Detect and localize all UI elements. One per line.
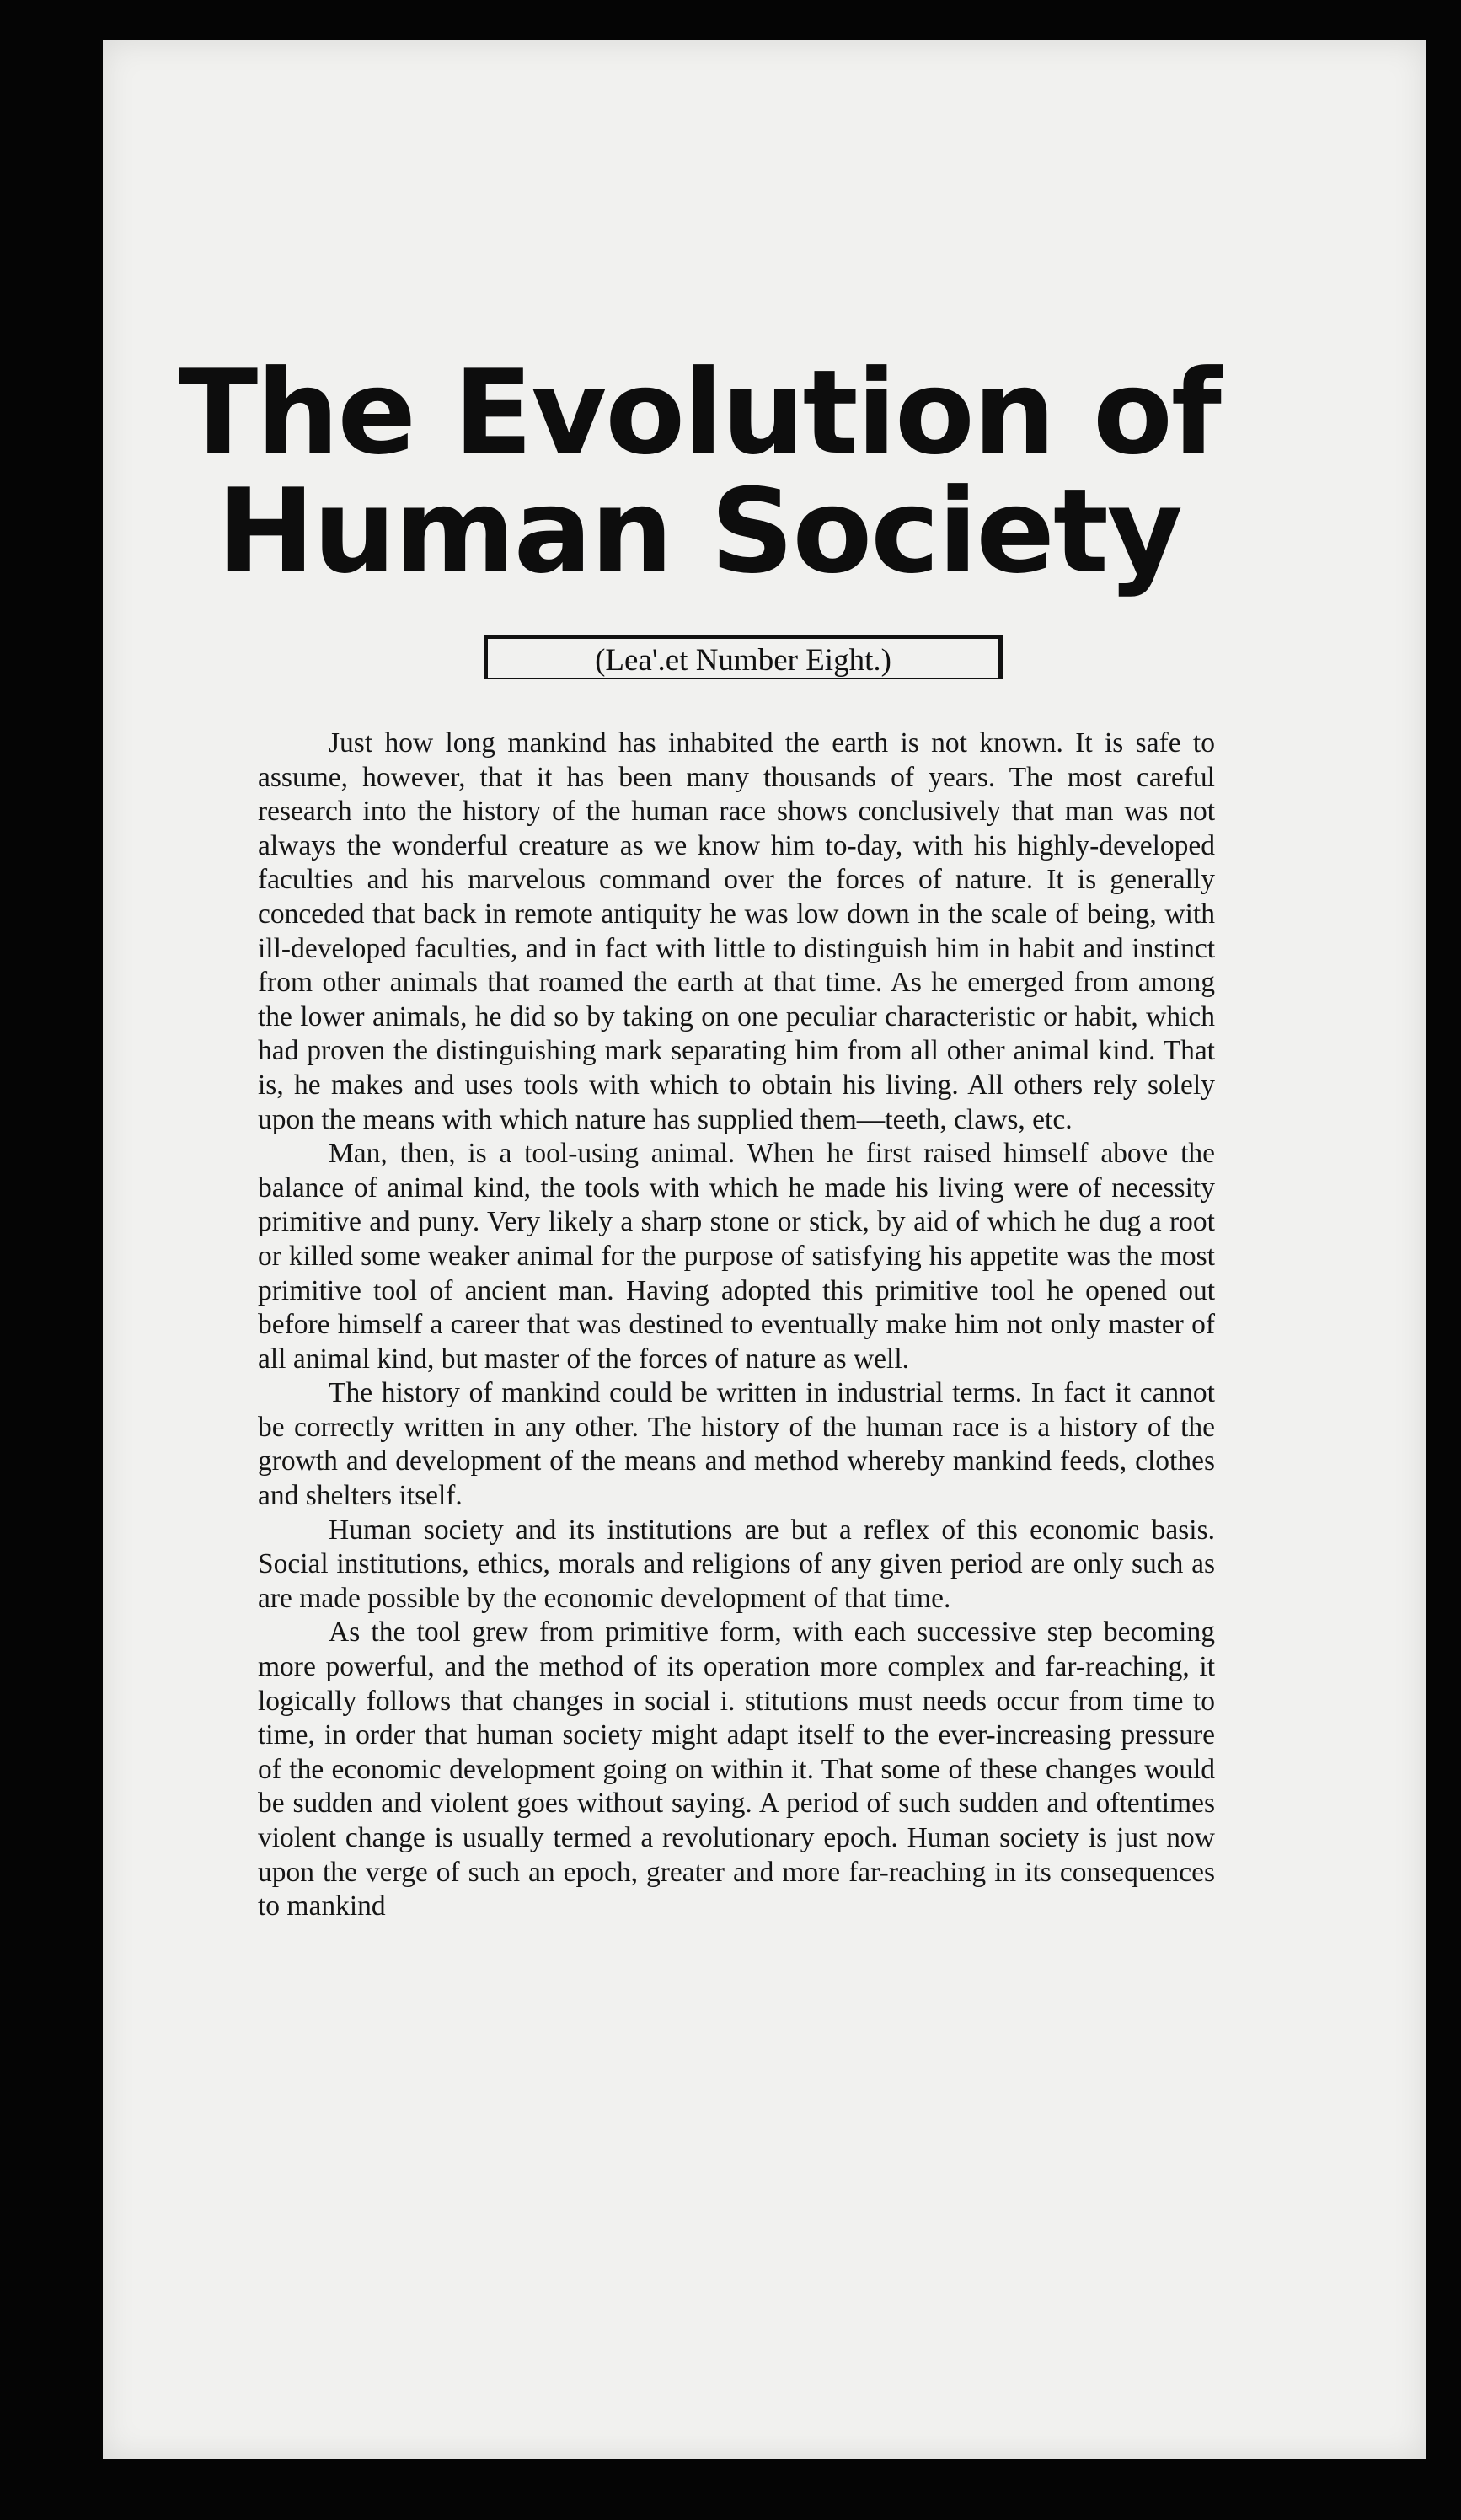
- leaflet-number-box: [484, 635, 1003, 679]
- paragraph-4: Human society and its institutions are but a reflex of this economic basis. Social institutions, ethics, morals and religions of any given period are only such as are made possible by the economic development of that time.: [258, 1514, 1215, 1614]
- leaflet-number-label: (Lea'.et Number Eight.): [595, 643, 891, 678]
- paragraph-5: As the tool grew from primitive form, with each successive step becoming more powerful, and the method of its operation more complex and far-reaching, it logically follows that changes in social i. stitutions must needs occur from time to time, in order that human society might adapt itself to the ever-increasing pressure of the economic development going on within it. That some of these changes would be sudden and violent goes without saying. A period of such sudden and oftentimes violent change is usually termed a revolutionary epoch. Human society is just now upon the verge of such an epoch, greater and more far-reaching in its consequences to mankind: [258, 1617, 1215, 1922]
- title-line-2: Human Society: [217, 463, 1181, 599]
- document-title: [126, 345, 1272, 599]
- paragraph-3: The history of mankind could be written in industrial terms. In fact it cannot be correctly written in any other. The history of the human race is a history of the growth and development of the means and method whereby mankind feeds, clothes and shelters itself.: [258, 1377, 1215, 1512]
- body-text: [258, 727, 1215, 1924]
- paragraph-1: Just how long mankind has inhabited the earth is not known. It is safe to assume, however, that it has been many thousands of years. The most careful research into the history of the human race shows conclusively that man was not always the wonderful creature as we know him to-day, with his highly-developed faculties and his marvelous command over the forces of nature. It is generally conceded that back in remote antiquity he was low down in the scale of being, with ill-developed faculties, and in fact with little to distinguish him in habit and instinct from other animals that roamed the earth at that time. As he emerged from among the lower animals, he did so by taking on one peculiar characteristic or habit, which had proven the distinguishing mark separating him from all other animal kind. That is, he makes and uses tools with which to obtain his living. All others rely solely upon the means with which nature has supplied them—teeth, claws, etc.: [258, 727, 1215, 1135]
- paragraph-2: Man, then, is a tool-using animal. When he first raised himself above the balance of animal kind, the tools with which he made his living were of necessity primitive and puny. Very likely a sharp stone or stick, by aid of which he dug a root or killed some weaker animal for the purpose of satisfying his appetite was the most primitive tool of ancient man. Having adopted this primitive tool he opened out before himself a career that was destined to eventually make him not only master of all animal kind, but master of the forces of nature as well.: [258, 1138, 1215, 1375]
- title-line-1: The Evolution of: [179, 345, 1220, 480]
